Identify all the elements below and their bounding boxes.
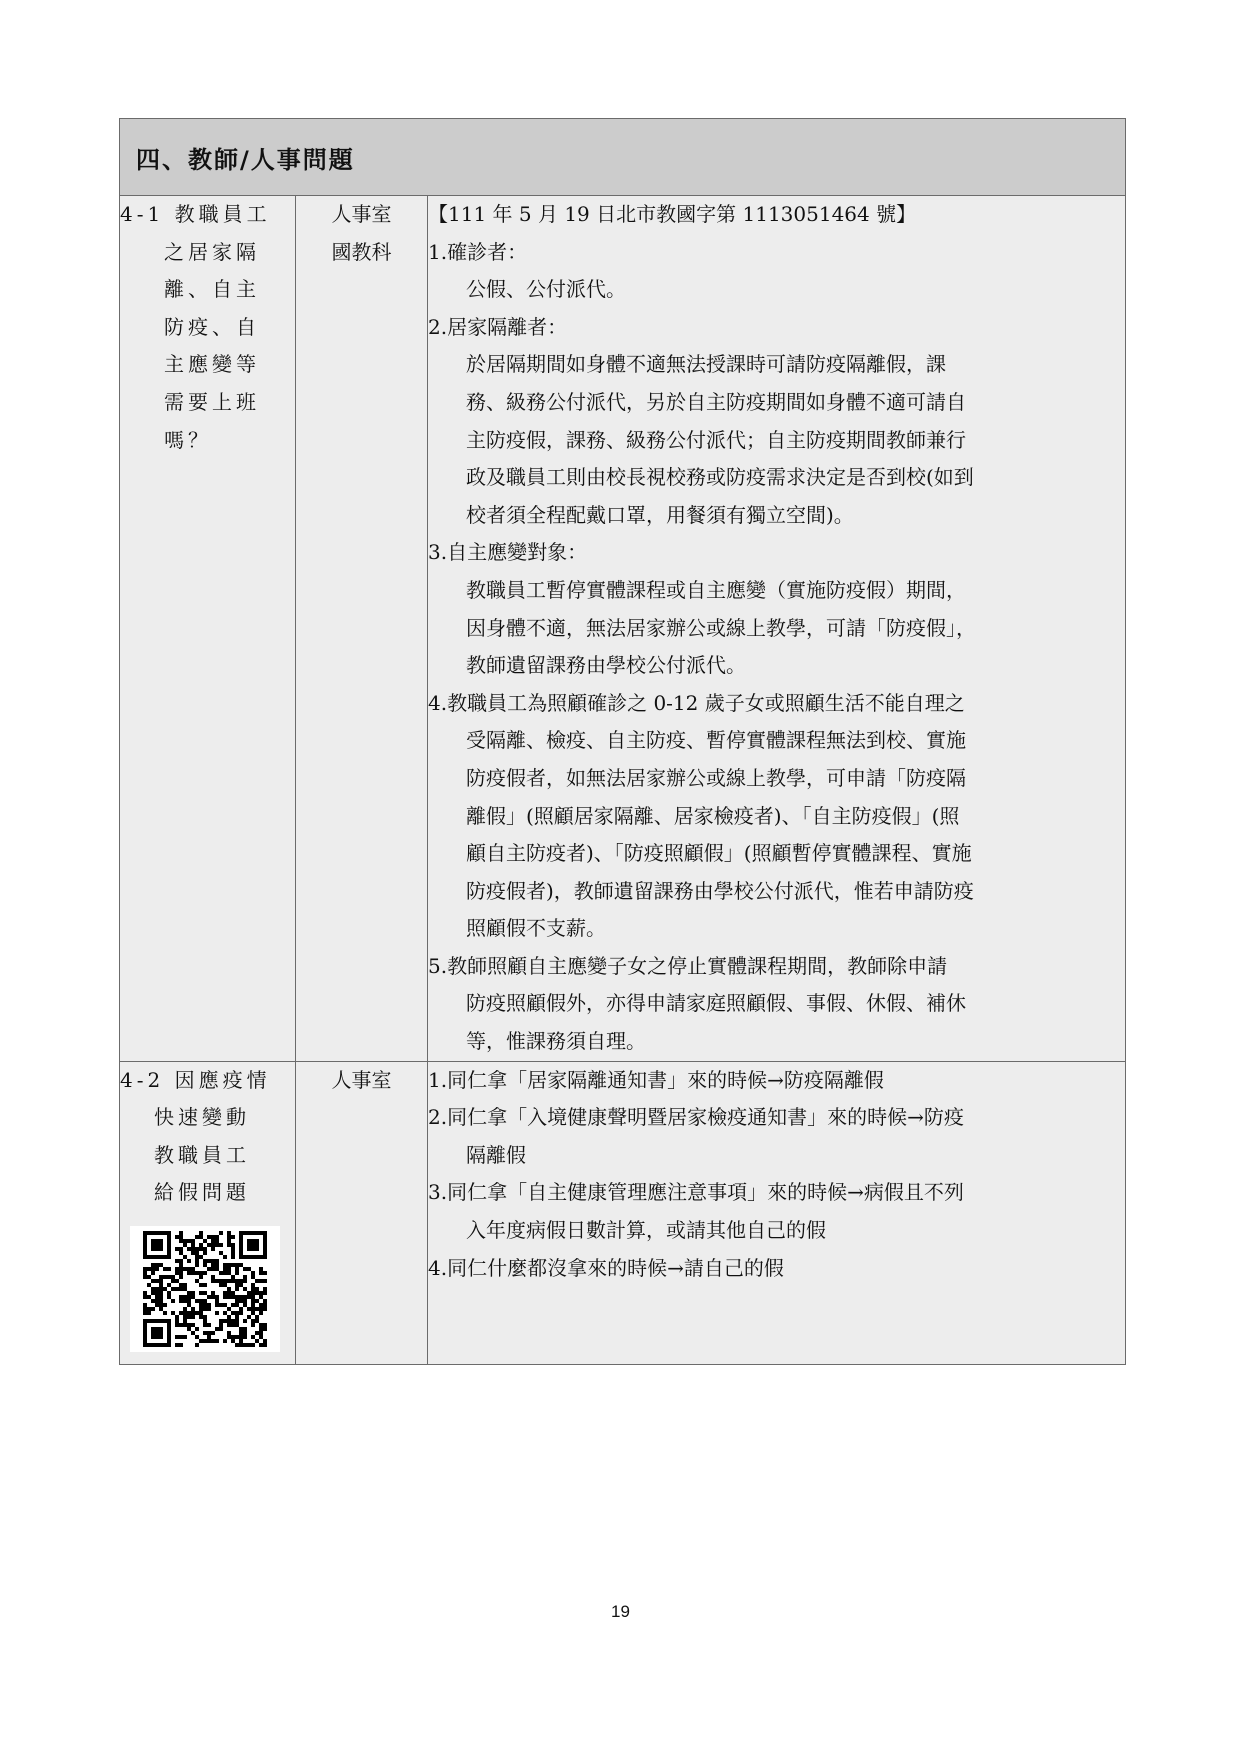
question-cell <box>120 1061 296 1364</box>
answer-line: 校者須全程配戴口罩，用餐須有獨立空間)。 <box>466 502 854 527</box>
question-line: 需要上班 <box>164 389 260 414</box>
question-text <box>120 1062 295 1212</box>
answer-line: 防疫假者，如無法居家辦公或線上教學，可申請「防疫隔 <box>466 765 966 790</box>
question-line: 給假問題 <box>154 1180 250 1205</box>
answer-line: 【111 年 5 月 19 日北市教國字第 1113051464 號】 <box>428 202 917 226</box>
faq-table <box>119 118 1126 1365</box>
answer-line: 教職員工暫停實體課程或自主應變（實施防疫假）期間， <box>466 577 966 602</box>
question-line: 4-1 教職員工 <box>120 202 271 226</box>
page-number: 19 <box>611 1602 630 1621</box>
answer-line: 照顧假不支薪。 <box>466 916 606 941</box>
answer-line: 4.同仁什麼都沒拿來的時候→請自己的假 <box>428 1255 784 1280</box>
answer-text <box>428 196 1125 1061</box>
unit-line: 人事室 <box>331 1067 392 1092</box>
question-line: 防疫、自 <box>164 314 260 339</box>
unit-line: 國教科 <box>331 239 392 264</box>
answer-cell <box>428 196 1126 1062</box>
answer-line: 入年度病假日數計算，或請其他自己的假 <box>466 1218 826 1243</box>
answer-line: 受隔離、檢疫、自主防疫、暫停實體課程無法到校、實施 <box>466 728 966 753</box>
answer-line: 2.同仁拿「入境健康聲明暨居家檢疫通知書」來的時候→防疫 <box>428 1105 964 1130</box>
answer-line: 隔離假 <box>466 1142 526 1167</box>
answer-text <box>428 1062 1125 1288</box>
answer-line: 務、級務公付派代，另於自主防疫期間如身體不適可請自 <box>466 389 966 414</box>
answer-line: 2.居家隔離者： <box>428 314 568 339</box>
question-text <box>120 196 295 459</box>
table-row <box>120 196 1126 1062</box>
answer-line: 於居隔期間如身體不適無法授課時可請防疫隔離假，課 <box>466 352 946 377</box>
qr-code-icon <box>143 1231 267 1347</box>
question-line: 嗎？ <box>164 427 212 452</box>
unit-cell <box>296 1061 428 1364</box>
answer-line: 教師遺留課務由學校公付派代。 <box>466 653 746 678</box>
answer-line: 1.同仁拿「居家隔離通知書」來的時候→防疫隔離假 <box>428 1067 884 1092</box>
question-line: 教職員工 <box>154 1142 250 1167</box>
answer-line: 3.自主應變對象： <box>428 540 588 565</box>
answer-line: 顧自主防疫者)、「防疫照顧假」(照顧暫停實體課程、實施 <box>466 841 972 866</box>
answer-line: 防疫照顧假外，亦得申請家庭照顧假、事假、休假、補休 <box>466 991 966 1016</box>
unit-text <box>296 1062 427 1100</box>
question-line: 之居家隔 <box>164 239 260 264</box>
section-title: 四、教師/人事問題 <box>120 119 1126 196</box>
answer-line: 公假、公付派代。 <box>466 277 626 302</box>
answer-line: 4.教職員工為照顧確診之 0-12 歲子女或照顧生活不能自理之 <box>428 690 965 715</box>
answer-line: 3.同仁拿「自主健康管理應注意事項」來的時候→病假且不列 <box>428 1180 964 1205</box>
answer-line: 主防疫假，課務、級務公付派代；自主防疫期間教師兼行 <box>466 427 966 452</box>
answer-line: 1.確診者： <box>428 239 528 264</box>
unit-text <box>296 196 427 271</box>
answer-line: 等，惟課務須自理。 <box>466 1029 646 1054</box>
unit-cell <box>296 196 428 1062</box>
question-line: 主應變等 <box>164 352 260 377</box>
question-line: 快速變動 <box>154 1105 250 1130</box>
section-header-row <box>120 119 1126 196</box>
unit-line: 人事室 <box>331 202 392 226</box>
answer-line: 離假」(照顧居家隔離、居家檢疫者)、「自主防疫假」(照 <box>466 803 960 828</box>
answer-line: 因身體不適，無法居家辦公或線上教學，可請「防疫假」， <box>466 615 976 640</box>
table-row <box>120 1061 1126 1364</box>
answer-line: 5.教師照顧自主應變子女之停止實體課程期間，教師除申請 <box>428 953 948 978</box>
question-line: 離、自主 <box>164 277 260 302</box>
answer-line: 防疫假者)，教師遺留課務由學校公付派代，惟若申請防疫 <box>466 878 974 903</box>
question-cell <box>120 196 296 1062</box>
answer-line: 政及職員工則由校長視校務或防疫需求決定是否到校(如到 <box>466 465 974 490</box>
qr-code[interactable] <box>130 1226 280 1352</box>
question-line: 4-2 因應疫情 <box>120 1067 271 1092</box>
answer-cell <box>428 1061 1126 1364</box>
